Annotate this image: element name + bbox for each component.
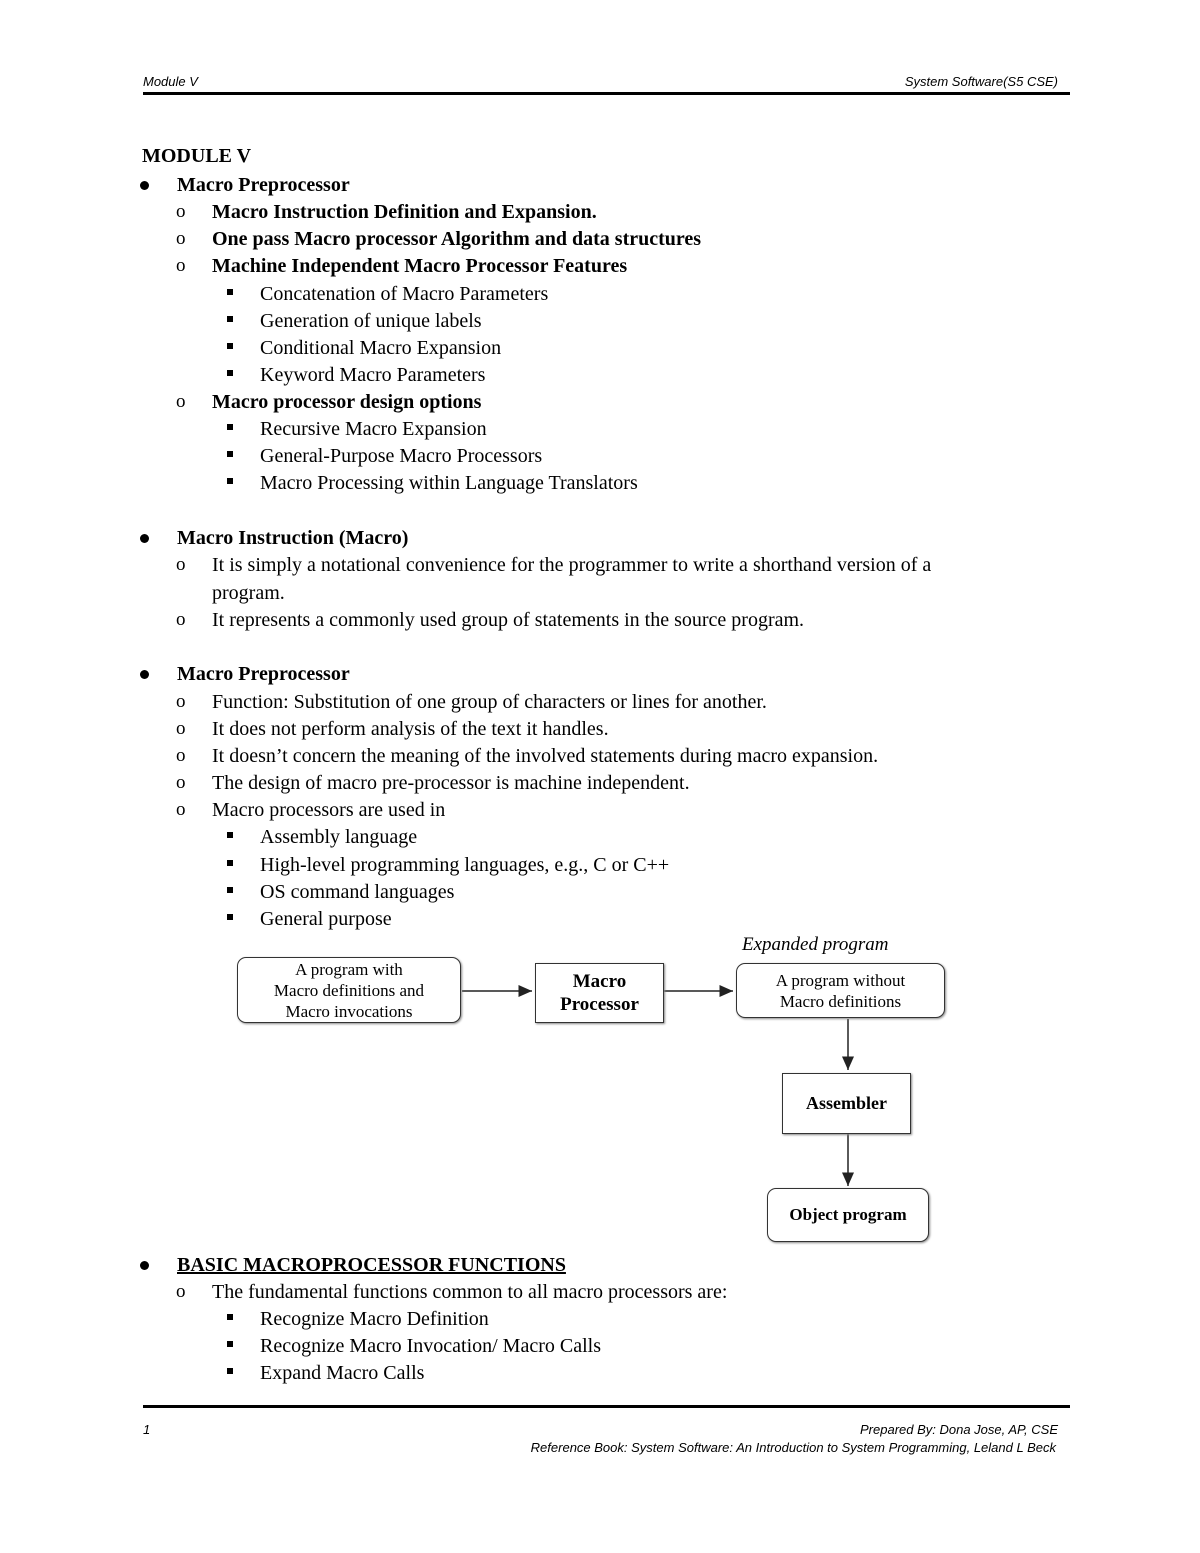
list-item: Expand Macro Calls bbox=[260, 1362, 425, 1384]
bullet-circle: o bbox=[176, 255, 186, 276]
list-item: Macro Processing within Language Translators bbox=[260, 472, 638, 494]
object-program-label: Object program bbox=[789, 1205, 907, 1224]
processor-line: Macro bbox=[572, 971, 627, 992]
bullet-circle: o bbox=[176, 609, 186, 630]
list-item: High-level programming languages, e.g., C or C++ bbox=[260, 854, 670, 876]
list-item: It does not perform analysis of the text it handles. bbox=[212, 718, 609, 740]
macro-processor-box bbox=[535, 963, 664, 1023]
section-heading: BASIC MACROPROCESSOR FUNCTIONS bbox=[177, 1254, 566, 1276]
macro-flow-diagram bbox=[230, 930, 960, 1255]
bullet-circle: o bbox=[176, 201, 186, 222]
bullet-circle: o bbox=[176, 228, 186, 249]
bullet-square bbox=[227, 832, 233, 838]
output-line: Macro definitions bbox=[779, 991, 902, 1011]
bullet-dot bbox=[140, 534, 149, 543]
object-program-box bbox=[767, 1188, 929, 1242]
bullet-circle: o bbox=[176, 691, 186, 712]
input-line: Macro definitions and bbox=[273, 980, 425, 1000]
bullet-dot bbox=[140, 181, 149, 190]
list-item: The design of macro pre-processor is machine independent. bbox=[212, 772, 690, 794]
bullet-square bbox=[227, 1314, 233, 1320]
list-item: Macro Instruction Definition and Expansion. bbox=[212, 201, 597, 223]
list-item: Recognize Macro Definition bbox=[260, 1308, 489, 1330]
list-item: Macro processor design options bbox=[212, 391, 482, 413]
list-item: Function: Substitution of one group of characters or lines for another. bbox=[212, 691, 767, 713]
list-item: One pass Macro processor Algorithm and data structures bbox=[212, 228, 702, 250]
section-heading: Macro Instruction (Macro) bbox=[177, 527, 409, 549]
list-item: Keyword Macro Parameters bbox=[260, 364, 486, 386]
list-item: Concatenation of Macro Parameters bbox=[260, 283, 549, 305]
input-line: Macro invocations bbox=[285, 1001, 413, 1021]
footer-reference: Reference Book: System Software: An Introduction to System Programming, Leland L Beck bbox=[530, 1440, 1056, 1455]
header-course: System Software(S5 CSE) bbox=[904, 74, 1058, 89]
bullet-circle: o bbox=[176, 554, 186, 575]
bullet-circle: o bbox=[176, 391, 186, 412]
input-program-box bbox=[237, 957, 461, 1023]
section-heading: Macro Preprocessor bbox=[177, 663, 350, 685]
page-number: 1 bbox=[143, 1422, 151, 1437]
input-line: A program with bbox=[295, 959, 403, 979]
bullet-circle: o bbox=[176, 718, 186, 739]
list-item: Assembly language bbox=[260, 826, 418, 848]
bullet-circle: o bbox=[176, 772, 186, 793]
list-item-continuation: program. bbox=[212, 582, 285, 604]
assembler-label: Assembler bbox=[806, 1093, 887, 1113]
page-footer bbox=[143, 1405, 1070, 1468]
output-line: A program without bbox=[775, 970, 906, 990]
list-item: Recognize Macro Invocation/ Macro Calls bbox=[260, 1335, 601, 1357]
output-program-box bbox=[736, 963, 945, 1018]
bullet-dot bbox=[140, 1261, 149, 1270]
list-item: It is simply a notational convenience for the programmer to write a shorthand version of a bbox=[212, 554, 932, 576]
bullet-square bbox=[227, 860, 233, 866]
processor-line: Processor bbox=[560, 994, 639, 1015]
footer-prepared-by: Prepared By: Dona Jose, AP, CSE bbox=[860, 1422, 1058, 1437]
header-module: Module V bbox=[143, 74, 198, 89]
bullet-square bbox=[227, 478, 233, 484]
list-item: OS command languages bbox=[260, 881, 455, 903]
bullet-square bbox=[227, 316, 233, 322]
bullet-square bbox=[227, 451, 233, 457]
bullet-circle: o bbox=[176, 1281, 186, 1302]
bullet-square bbox=[227, 424, 233, 430]
list-item: It represents a commonly used group of statements in the source program. bbox=[212, 609, 805, 631]
list-item: The fundamental functions common to all macro processors are: bbox=[212, 1281, 728, 1303]
page-header bbox=[143, 74, 1070, 95]
bullet-square bbox=[227, 289, 233, 295]
bullet-square bbox=[227, 343, 233, 349]
expanded-program-caption: Expanded program bbox=[742, 934, 889, 955]
bullet-dot bbox=[140, 670, 149, 679]
list-item: General-Purpose Macro Processors bbox=[260, 445, 543, 467]
bullet-circle: o bbox=[176, 799, 186, 820]
list-item: Machine Independent Macro Processor Features bbox=[212, 255, 628, 277]
bullet-square bbox=[227, 914, 233, 920]
list-item: Generation of unique labels bbox=[260, 310, 482, 332]
bullet-square bbox=[227, 370, 233, 376]
list-item: General purpose bbox=[260, 908, 392, 930]
bullet-square bbox=[227, 1368, 233, 1374]
bullet-square bbox=[227, 887, 233, 893]
page-title: MODULE V bbox=[142, 145, 252, 167]
list-item: Recursive Macro Expansion bbox=[260, 418, 487, 440]
list-item: Macro processors are used in bbox=[212, 799, 446, 821]
bullet-square bbox=[227, 1341, 233, 1347]
section-heading: Macro Preprocessor bbox=[177, 174, 350, 196]
list-item: Conditional Macro Expansion bbox=[260, 337, 502, 359]
list-item: It doesn’t concern the meaning of the involved statements during macro expansion. bbox=[212, 745, 879, 767]
bullet-circle: o bbox=[176, 745, 186, 766]
assembler-box bbox=[782, 1073, 911, 1134]
